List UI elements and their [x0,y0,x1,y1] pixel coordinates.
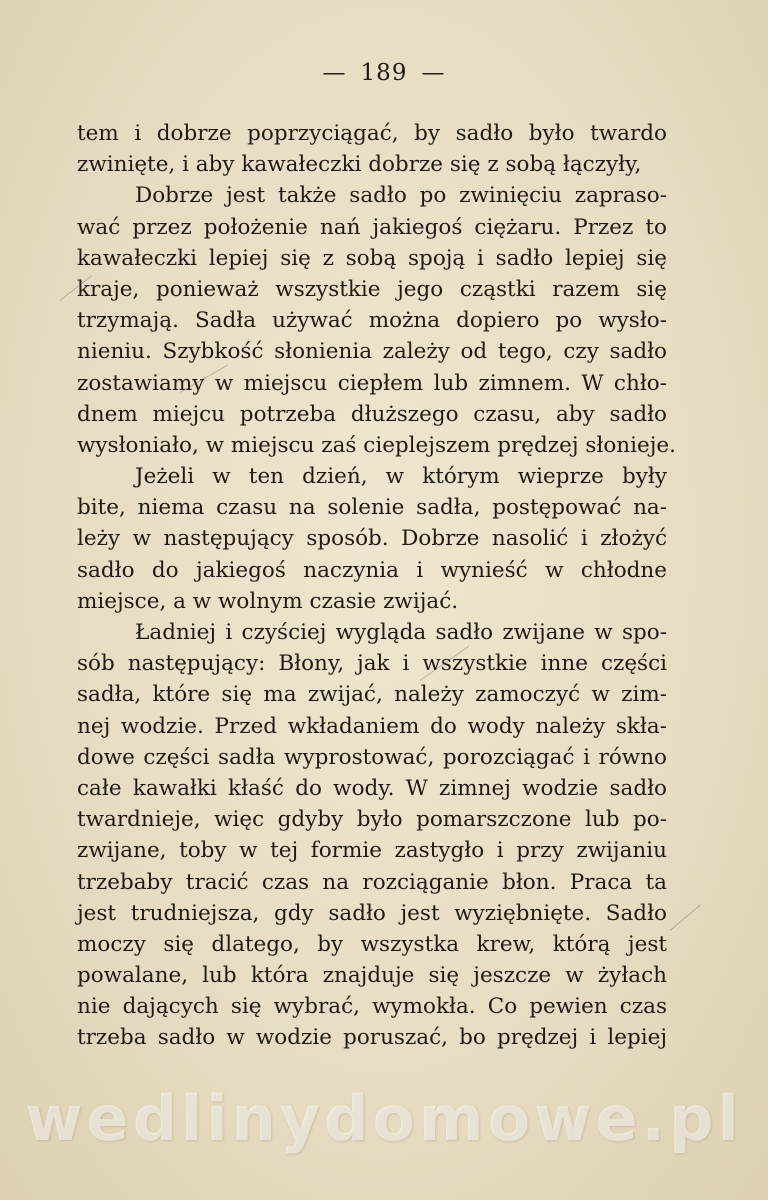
text-line: trzebaby tracić czas na rozciąganie błon. Praca ta [77,869,667,895]
text-line: Jeżeli w ten dzień, w którym wieprze były [135,464,667,490]
text-line: tem i dobrze poprzyciągać, by sadło było twardo [77,121,667,146]
text-line: zostawiamy w miejscu ciepłem lub zimnem. W chło- [77,370,667,396]
text-line: wać przez położenie nań jakiegoś ciężaru. Przez to [77,214,667,240]
text-line: kraje, ponieważ wszystkie jego cząstki razem się [77,276,667,302]
text-line: twardnieje, więc gdyby było pomarszczone lub po- [77,807,667,833]
text-line: sadło do jakiegoś naczynia i wynieść w chłodne [77,557,667,583]
text-line: nie dających się wybrać, wymokła. Co pewien czas [77,994,667,1020]
text-line: miejsce, a w wolnym czasie zwijać. [77,588,459,614]
body-text [77,118,676,1054]
page-header [0,60,768,86]
text-line: powalane, lub która znajduje się jeszcze w żyłach [77,963,667,989]
text-line: sób następujący: Błony, jak i wszystkie inne części [77,651,667,677]
page-number: 189 [360,60,408,86]
text-line: Dobrze jest także sadło po zwinięciu zapraso- [135,183,667,209]
text-line: całe kawałki kłaść do wody. W zimnej wodzie sadło [77,775,667,801]
text-line: leży w następujący sposób. Dobrze nasolić i złożyć [77,526,667,552]
text-line: nieniu. Szybkość słonienia zależy od tego, czy sadło [77,339,667,365]
header-dash-left: — [322,60,347,86]
text-line: Ładniej i czyściej wygląda sadło zwijane w spo- [135,620,667,645]
text-line: dowe części sadła wyprostować, porozciągać i równo [77,744,667,770]
text-line: moczy się dlatego, by wszystka krew, którą jest [77,931,667,957]
text-line: trzymają. Sadła używać można dopiero po wysło- [77,308,667,334]
text-line: trzeba sadło w wodzie poruszać, bo prędzej i lepiej [77,1025,667,1051]
pencil-mark [670,904,701,930]
text-line: jest trudniejsza, gdy sadło jest wyziębnięte. Sadło [77,900,667,926]
text-line: zwijane, toby w tej formie zastygło i przy zwijaniu [77,838,667,864]
watermark-text: wedlinydomowe.pl [25,1082,743,1155]
text-line: zwinięte, i aby kawałeczki dobrze się z sobą łączyły, [77,152,642,178]
text-line: sadła, które się ma zwijać, należy zamoczyć w zim- [77,682,667,708]
text-line: dnem miejcu potrzeba dłuższego czasu, aby sadło [77,401,667,427]
header-dash-right: — [421,60,446,86]
text-line: bite, niema czasu na solenie sadła, postępować na- [77,495,667,521]
text-line: kawałeczki lepiej się z sobą spoją i sadło lepiej się [77,245,667,271]
text-line: nej wodzie. Przed wkładaniem do wody należy skła- [77,713,667,739]
text-line: wysłoniało, w miejscu zaś cieplejszem prędzej słonieje. [77,432,676,458]
